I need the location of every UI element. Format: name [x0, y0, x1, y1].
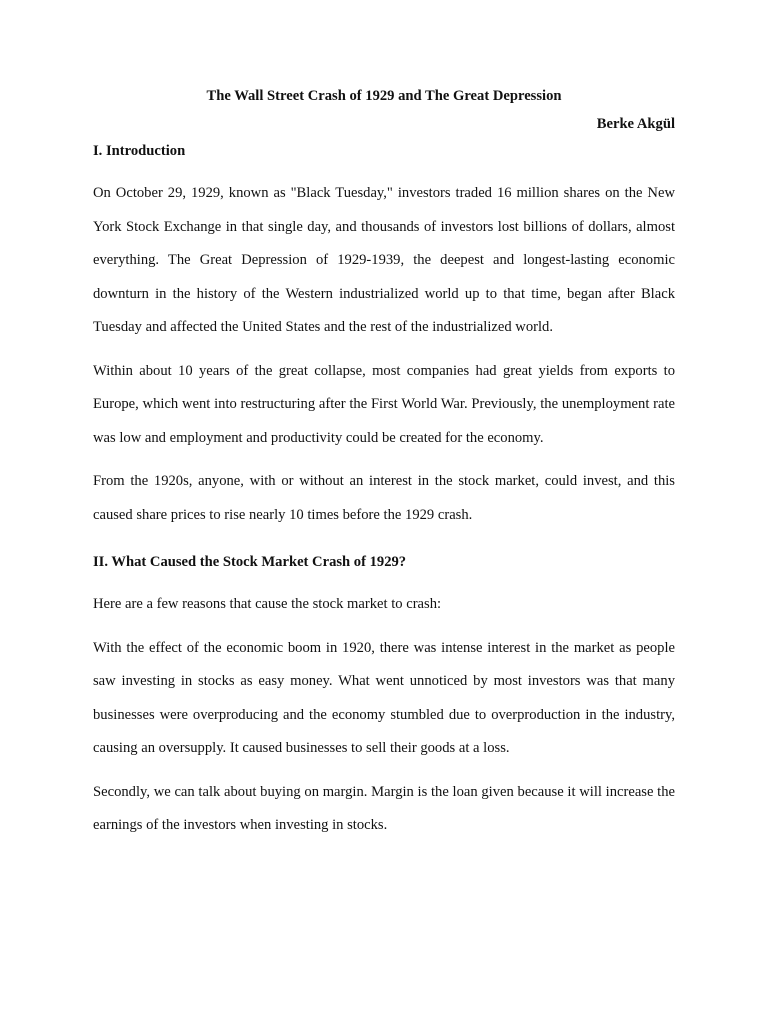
section-heading-causes: II. What Caused the Stock Market Crash of 1929?: [93, 554, 407, 570]
paragraph-overproduction: With the effect of the economic boom in 1920, there was intense interest in the market as people saw investing in stocks as easy money. What went unnoticed by most investors was that many businesses were overproducing and the economy stumbled due to overproduction in the industry, causing an oversupply. It caused businesses to sell their goods at a loss.: [93, 639, 675, 756]
document-author: Berke Akgül: [596, 116, 675, 132]
paragraph-black-tuesday: On October 29, 1929, known as "Black Tuesday," investors traded 16 million shares on the New York Stock Exchange in that single day, and thousands of investors lost billions of dollars, almost everything. The Great Depression of 1929-1939, the deepest and longest-lasting economic downturn in the history of the Western industrialized world up to that time, began after Black Tuesday and affected the United States and the rest of the industrialized world.: [93, 185, 675, 335]
paragraph-margin: Secondly, we can talk about buying on margin. Margin is the loan given because it will increase the earnings of the investors when investing in stocks.: [93, 783, 675, 833]
section-heading-introduction: I. Introduction: [93, 143, 186, 159]
paragraph-reasons-intro: Here are a few reasons that cause the stock market to crash:: [93, 596, 442, 612]
paragraph-1920s-investing: From the 1920s, anyone, with or without an interest in the stock market, could invest, and this caused share prices to rise nearly 10 times before the 1929 crash.: [93, 473, 675, 523]
document-title: The Wall Street Crash of 1929 and The Great Depression: [206, 88, 562, 104]
document-body: [93, 86, 675, 843]
paragraph-exports: Within about 10 years of the great collapse, most companies had great yields from exports to Europe, which went into restructuring after the First World War. Previously, the unemployment rate was low and employment and productivity could be created for the economy.: [93, 362, 675, 446]
